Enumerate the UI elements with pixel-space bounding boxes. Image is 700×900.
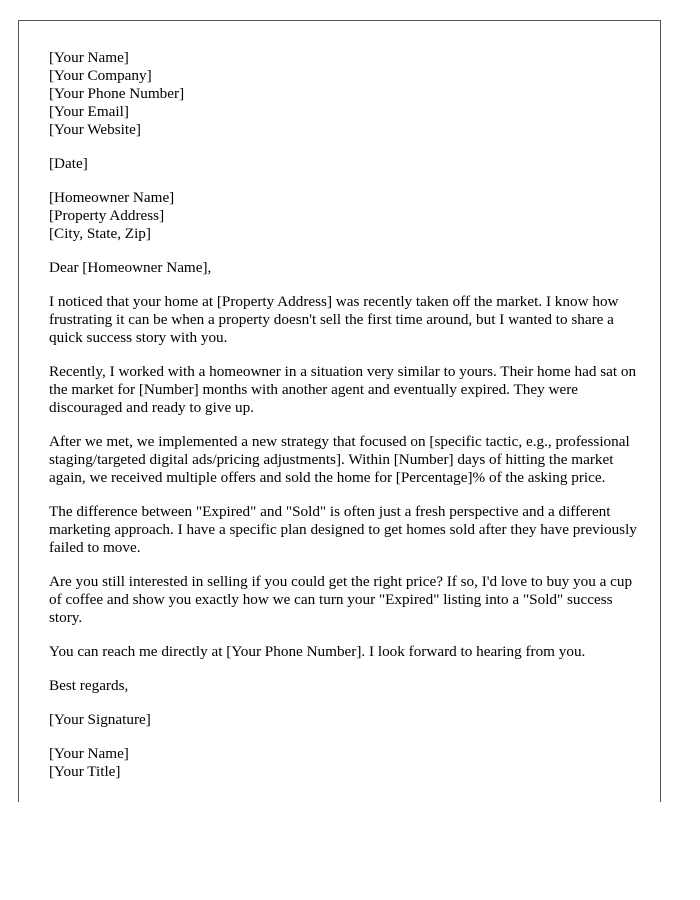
letter-date: [Date]: [49, 155, 88, 172]
sender-name: [Your Name]: [49, 49, 129, 66]
recipient-block: [49, 189, 639, 243]
sender-website: [Your Website]: [49, 121, 141, 138]
recipient-city-state-zip: [City, State, Zip]: [49, 225, 151, 242]
closing: Best regards,: [49, 677, 129, 694]
letter-content: [49, 49, 639, 797]
recipient-name: [Homeowner Name]: [49, 189, 175, 206]
sender-phone: [Your Phone Number]: [49, 85, 185, 102]
salutation: Dear [Homeowner Name],: [49, 259, 212, 276]
body-paragraph-1: I noticed that your home at [Property Address] was recently taken off the market. I know how frustrating it can be when a property doesn't sell the first time around, but I wanted to share a quick success story with you.: [49, 293, 619, 346]
date-block: [49, 155, 639, 173]
sender-email: [Your Email]: [49, 103, 129, 120]
signature: [Your Signature]: [49, 711, 151, 728]
body-paragraph-5: Are you still interested in selling if you could get the right price? If so, I'd love to buy you a cup of coffee and show you exactly how we can turn your "Expired" listing into a "Sold" success story.: [49, 573, 633, 626]
body-paragraph-2: Recently, I worked with a homeowner in a situation very similar to yours. Their home had sat on the market for [Number] months with another agent and eventually expired. They were discouraged and ready to give up.: [49, 363, 637, 416]
signoff-block: [49, 745, 639, 781]
signoff-name: [Your Name]: [49, 745, 129, 762]
sender-block: [49, 49, 639, 139]
signoff-title: [Your Title]: [49, 763, 121, 780]
body-paragraph-6: You can reach me directly at [Your Phone Number]. I look forward to hearing from you.: [49, 643, 586, 660]
sender-company: [Your Company]: [49, 67, 152, 84]
body-paragraph-4: The difference between "Expired" and "Sold" is often just a fresh perspective and a different marketing approach. I have a specific plan designed to get homes sold after they have previously failed to move.: [49, 503, 637, 556]
letter-page: [18, 20, 661, 802]
recipient-address: [Property Address]: [49, 207, 165, 224]
body-paragraph-3: After we met, we implemented a new strategy that focused on [specific tactic, e.g., professional staging/targeted digital ads/pricing adjustments]. Within [Number] days of hitting the market again, we received multiple offers and sold the home for [Percentage]% of the asking price.: [49, 433, 630, 486]
